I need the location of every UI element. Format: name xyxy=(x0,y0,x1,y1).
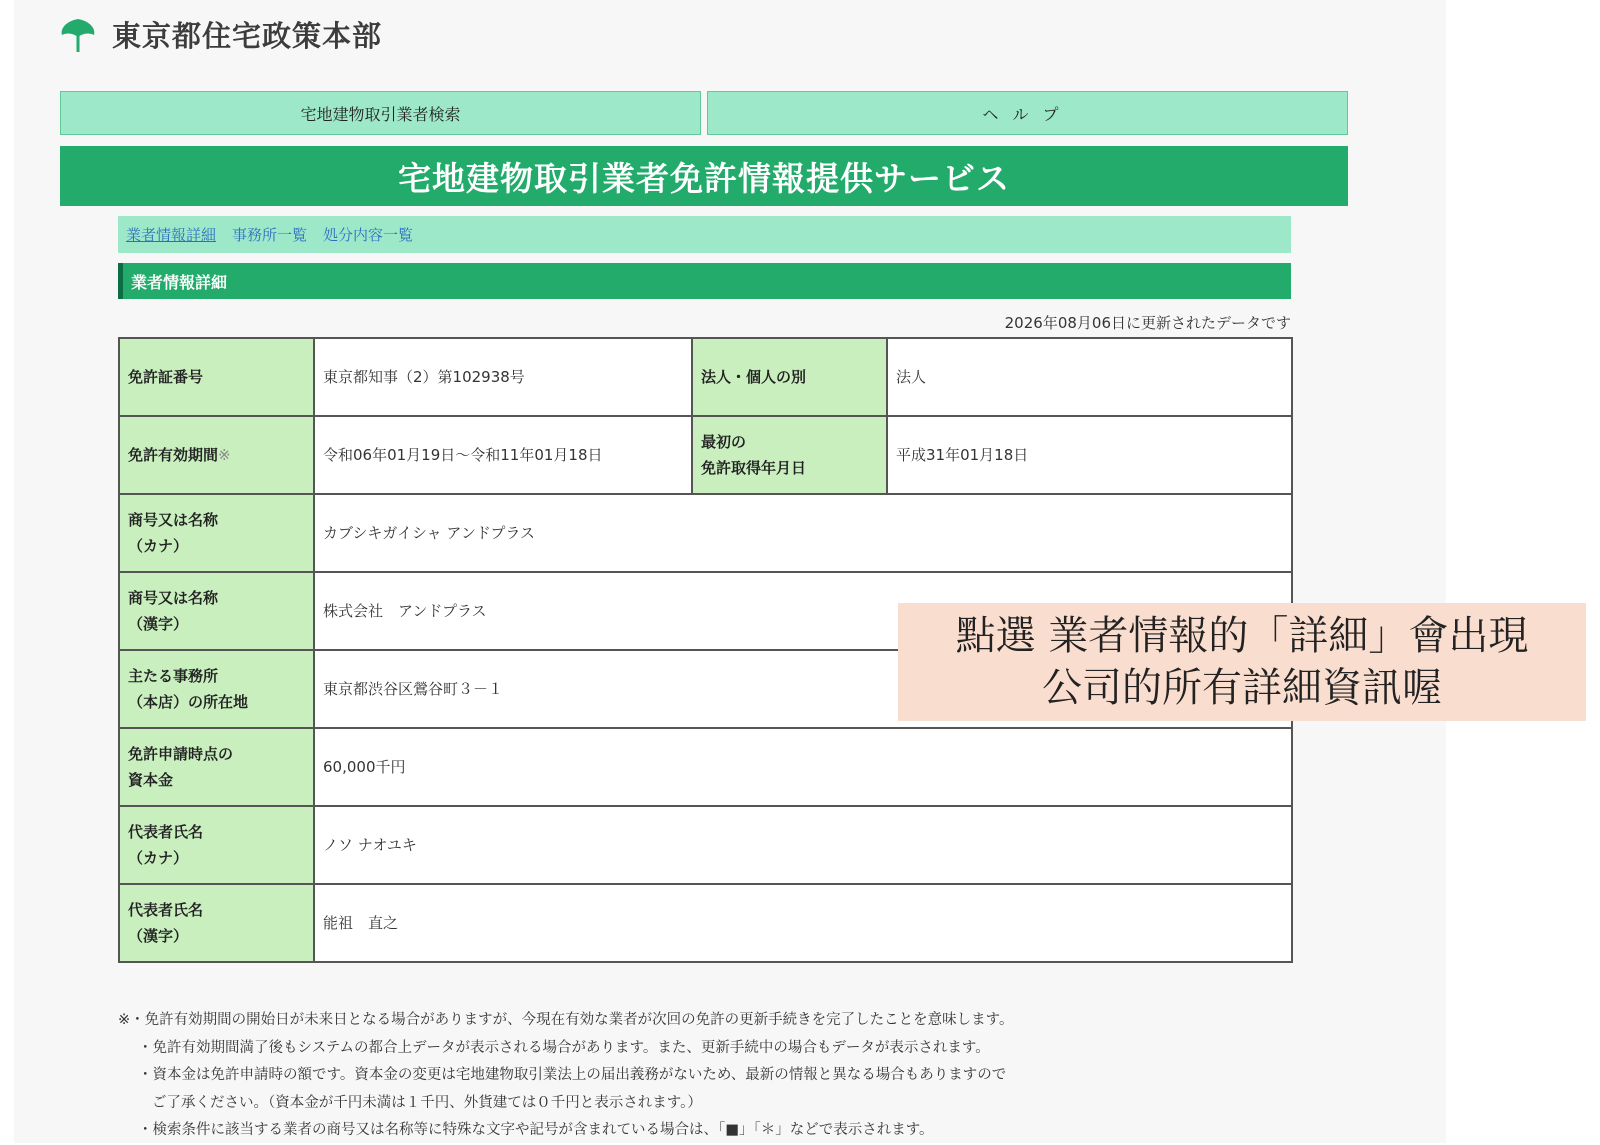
first-license-label-line1: 最初の xyxy=(701,432,747,451)
table-row xyxy=(119,416,1292,494)
office-label-line1: 主たる事務所 xyxy=(128,666,219,685)
ginkgo-leaf-icon xyxy=(58,15,98,55)
footnote-line: ・免許有効期間満了後もシステムの都合上データが表示される場合があります。また、更新手続中の場合もデータが表示されます。 xyxy=(138,1039,990,1056)
capital-label-line1: 免許申請時点の xyxy=(128,744,234,763)
name-kana-label xyxy=(119,494,314,572)
name-kanji-value: 株式会社 アンドプラス xyxy=(314,572,1292,650)
subnav-office-list-link[interactable]: 事務所一覧 xyxy=(232,226,308,244)
first-license-label xyxy=(692,416,887,494)
office-value: 東京都渋谷区鶯谷町３－１ xyxy=(314,650,1292,728)
name-kanji-label-line2: （漢字） xyxy=(128,615,189,633)
capital-label-line2: 資本金 xyxy=(128,771,174,789)
rep-kanji-label-line1: 代表者氏名 xyxy=(128,900,204,919)
service-title-banner: 宅地建物取引業者免許情報提供サービス xyxy=(60,146,1348,206)
validity-note-mark: ※ xyxy=(218,445,231,464)
table-row xyxy=(119,338,1292,416)
capital-label xyxy=(119,728,314,806)
page-container xyxy=(14,0,1446,1143)
validity-label-text: 免許有効期間 xyxy=(128,445,219,464)
footnote-line: ※・免許有効期間の開始日が未来日となる場合がありますが、今現在有効な業者が次回の免許の更新手続きを完了したことを意味します。 xyxy=(118,1012,1014,1028)
rep-kanji-value: 能祖 直之 xyxy=(314,884,1292,962)
license-no-value: 東京都知事（2）第102938号 xyxy=(314,338,692,416)
footnote-line: ・検索条件に該当する業者の商号又は名称等に特殊な文字や記号が含まれている場合は、「■」「＊」などで表示されます。 xyxy=(138,1122,934,1138)
org-name: 東京都住宅政策本部 xyxy=(112,19,383,53)
entity-type-value: 法人 xyxy=(887,338,1292,416)
annotation-line1: 點選 業者情報的「詳細」會出現 xyxy=(955,613,1529,659)
first-license-label-line2: 免許取得年月日 xyxy=(701,459,807,477)
footnote-line: ・資本金は免許申請時の額です。資本金の変更は宅地建物取引業法上の届出義務がないため、最新の情報と異なる場合もありますので xyxy=(138,1067,1007,1083)
office-label xyxy=(119,650,314,728)
office-label-line2: （本店）の所在地 xyxy=(128,693,249,711)
footnotes xyxy=(118,1007,1358,1145)
name-kanji-label xyxy=(119,572,314,650)
subnav-disposition-list-link[interactable]: 処分内容一覧 xyxy=(323,226,414,244)
table-row xyxy=(119,806,1292,884)
footnote-line: ご了承ください。（資本金が千円未満は１千円、外貨建ては０千円と表示されます。） xyxy=(152,1094,702,1111)
help-button[interactable]: ヘルプ xyxy=(707,91,1348,135)
updated-date-note: 2026年08月06日に更新されたデータです xyxy=(1004,314,1291,332)
rep-kanji-label-line2: （漢字） xyxy=(128,927,189,945)
rep-kana-label xyxy=(119,806,314,884)
name-kana-label-line2: （カナ） xyxy=(128,537,189,555)
validity-label xyxy=(119,416,314,494)
table-row xyxy=(119,494,1292,572)
license-no-label: 免許証番号 xyxy=(119,338,314,416)
annotation-callout xyxy=(898,603,1586,721)
top-navigation xyxy=(60,91,1348,135)
rep-kana-label-line2: （カナ） xyxy=(128,849,189,867)
validity-value: 令和06年01月19日～令和11年01月18日 xyxy=(314,416,692,494)
subnav-dealer-detail-link[interactable]: 業者情報詳細 xyxy=(126,226,217,244)
table-row xyxy=(119,884,1292,962)
rep-kana-label-line1: 代表者氏名 xyxy=(128,822,204,841)
rep-kana-value: ノソ ナオユキ xyxy=(314,806,1292,884)
section-title: 業者情報詳細 xyxy=(118,263,1291,299)
dealer-search-button[interactable]: 宅地建物取引業者検索 xyxy=(60,91,701,135)
rep-kanji-label xyxy=(119,884,314,962)
name-kana-value: カブシキガイシャ アンドプラス xyxy=(314,494,1292,572)
detail-subnav xyxy=(118,216,1291,253)
name-kanji-label-line1: 商号又は名称 xyxy=(128,588,219,607)
entity-type-label: 法人・個人の別 xyxy=(692,338,887,416)
annotation-line2: 公司的所有詳細資訊喔 xyxy=(1042,665,1442,711)
site-logo[interactable] xyxy=(58,14,382,55)
capital-value: 60,000千円 xyxy=(314,728,1292,806)
table-row xyxy=(119,728,1292,806)
name-kana-label-line1: 商号又は名称 xyxy=(128,510,219,529)
first-license-value: 平成31年01月18日 xyxy=(887,416,1292,494)
